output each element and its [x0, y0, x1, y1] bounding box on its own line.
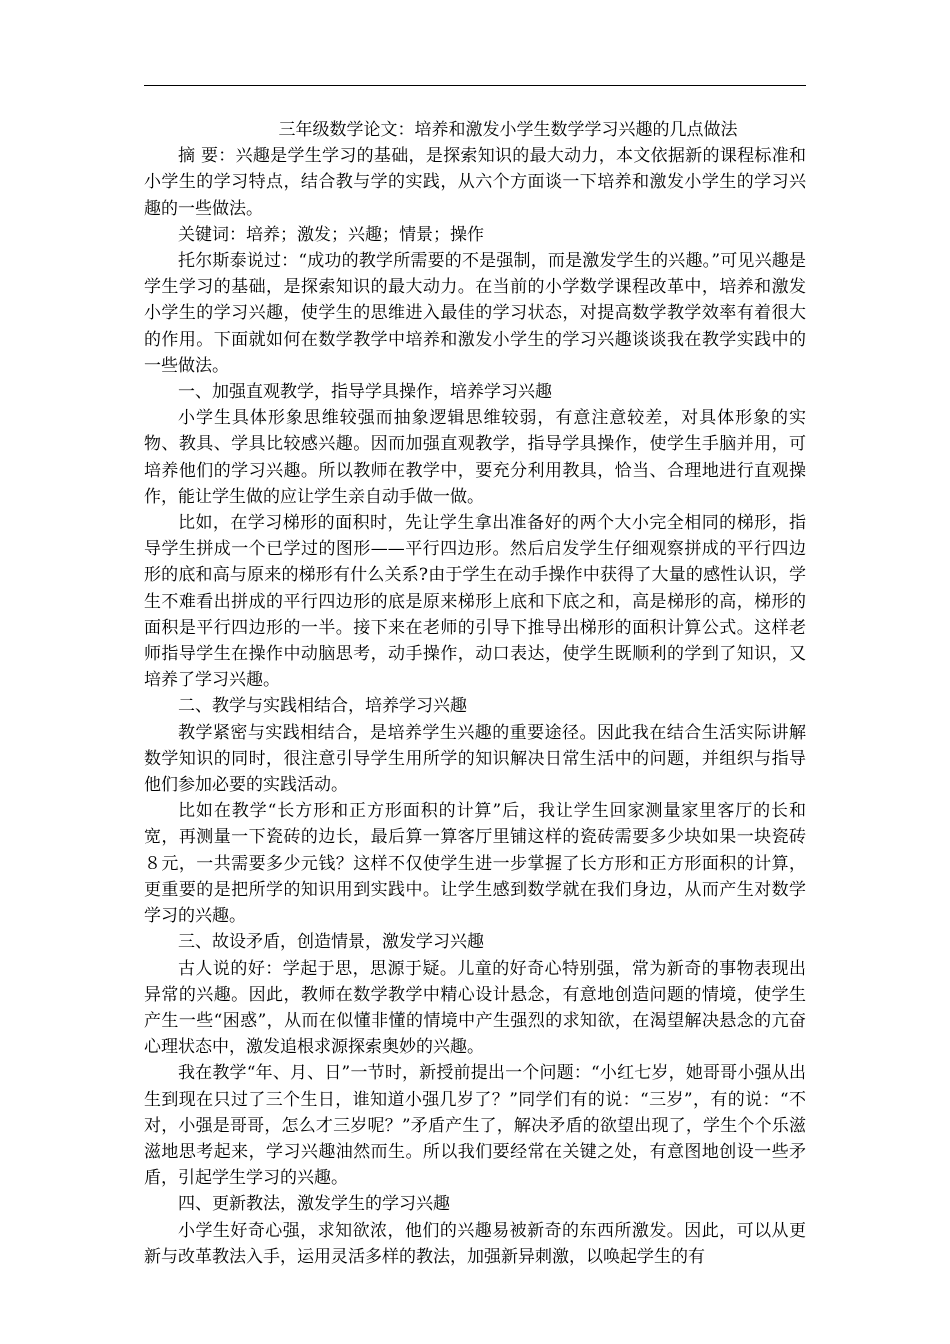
- section-1-paragraph-2: 比如，在学习梯形的面积时，先让学生拿出准备好的两个大小完全相同的梯形，指导学生拼成一个已学过的图形——平行四边形。然后启发学生仔细观察拼成的平行四边形的底和高与原来的梯形有什么关系?由于学生在动手操作中获得了大量的感性认识，学生不难看出拼成的平行四边形的底是原来梯形上底和下底之和，高是梯形的高，梯形的面积是平行四边形的一半。接下来在老师的引导下推导出梯形的面积计算公式。这样老师指导学生在操作中动脑思考，动手操作，动口表达，使学生既顺利的学到了知识，又培养了学习兴趣。: [144, 513, 806, 691]
- section-1-paragraph-1: 小学生具体形象思维较强而抽象逻辑思维较弱，有意注意较差，对具体形象的实物、教具、学具比较感兴趣。因而加强直观教学，指导学具操作，使学生手脑并用，可培养他们的学习兴趣。所以教师在教学中，要充分利用教具，恰当、合理地进行直观操作，能让学生做的应让学生亲自动手做一做。: [144, 408, 806, 507]
- section-heading-3: 三、故设矛盾，创造情景，激发学习兴趣: [178, 932, 484, 953]
- section-4-paragraph-1: 小学生好奇心强，求知欲浓，他们的兴趣易被新奇的东西所激发。因此，可以从更新与改革教法入手，运用灵活多样的教法，加强新异刺激，以唤起学生的有: [144, 1220, 806, 1267]
- document-body: [144, 117, 806, 1270]
- section-2-paragraph-1: 教学紧密与实践相结合，是培养学生兴趣的重要途径。因此我在结合生活实际讲解数学知识的同时，很注意引导学生用所学的知识解决日常生活中的问题，并组织与指导他们参加必要的实践活动。: [144, 722, 806, 796]
- intro-paragraph: 托尔斯泰说过：“成功的教学所需要的不是强制，而是激发学生的兴趣。”可见兴趣是学生学习的基础，是探索知识的最大动力。在当前的小学数学课程改革中，培养和激发小学生的学习兴趣，使学生的思维进入最佳的学习状态，对提高数学教学效率有着很大的作用。下面就如何在数学教学中培养和激发小学生的学习兴趣谈谈我在教学实践中的一些做法。: [144, 251, 806, 376]
- document-title: 三年级数学论文：培养和激发小学生数学学习兴趣的几点做法: [278, 120, 738, 140]
- abstract-paragraph: 摘 要：兴趣是学生学习的基础，是探索知识的最大动力，本文依据新的课程标准和小学生的学习特点，结合教与学的实践，从六个方面谈一下培养和激发小学生的学习兴趣的一些做法。: [144, 146, 806, 219]
- section-2-paragraph-2: 比如在教学“长方形和正方形面积的计算”后，我让学生回家测量家里客厅的长和宽，再测量一下瓷砖的边长，最后算一算客厅里铺这样的瓷砖需要多少块如果一块瓷砖８元，一共需要多少元钱？这样不仅使学生进一步掌握了长方形和正方形面积的计算，更重要的是把所学的知识用到实践中。让学生感到数学就在我们身边，从而产生对数学学习的兴趣。: [144, 801, 806, 927]
- keywords-line: 关键词：培养；激发；兴趣；情景；操作: [178, 224, 484, 245]
- section-3-paragraph-1: 古人说的好：学起于思，思源于疑。儿童的好奇心特别强，常为新奇的事物表现出异常的兴趣。因此，教师在数学教学中精心设计悬念，有意地创造问题的情境，使学生产生一些“困惑”，从而在似懂非懂的情境中产生强烈的求知欲，在渴望解决悬念的亢奋心理状态中，激发追根求源探索奥妙的兴趣。: [144, 958, 806, 1058]
- section-heading-4: 四、更新教法，激发学生的学习兴趣: [178, 1194, 450, 1215]
- section-3-paragraph-2: 我在教学“年、月、日”一节时，新授前提出一个问题：“小红七岁，她哥哥小强从出生到现在只过了三个生日，谁知道小强几岁了？”同学们有的说：“三岁”，有的说：“不对，小强是哥哥，怎么才三岁呢？”矛盾产生了，解决矛盾的欲望出现了，学生个个乐滋滋地思考起来，学习兴趣油然而生。所以我们要经常在关键之处，有意图地创设一些矛盾，引起学生学习的兴趣。: [144, 1063, 806, 1189]
- header-rule: [144, 85, 806, 86]
- section-heading-2: 二、教学与实践相结合，培养学习兴趣: [178, 696, 467, 717]
- section-heading-1: 一、加强直观教学，指导学具操作，培养学习兴趣: [178, 382, 552, 403]
